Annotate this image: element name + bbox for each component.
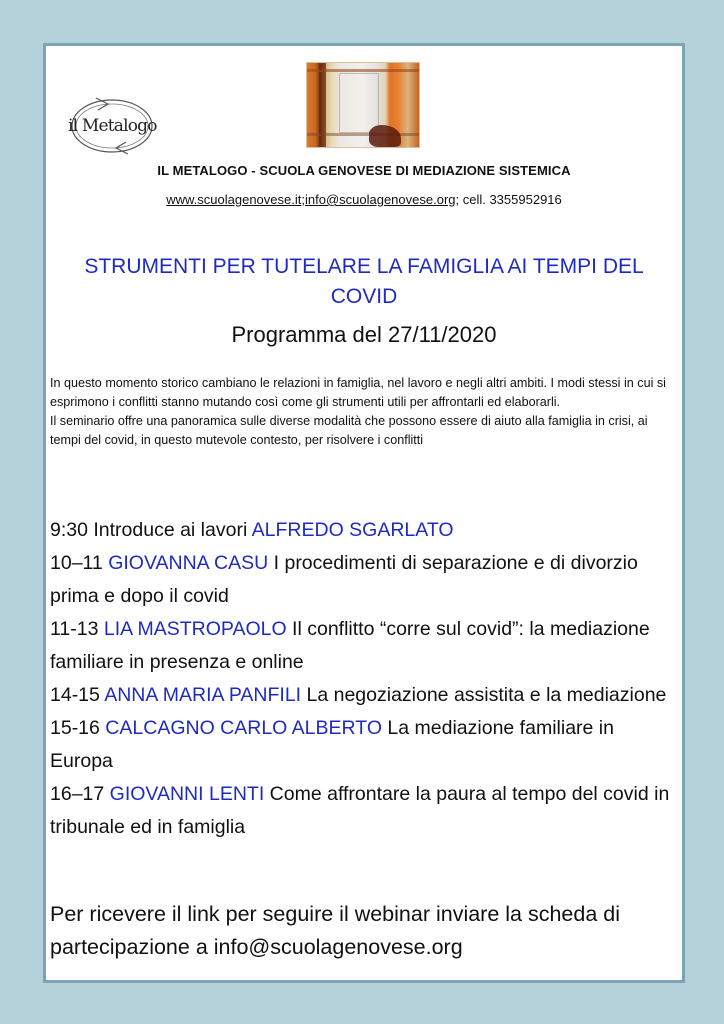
schedule-item [50,613,680,679]
schedule-time: 9:30 Introduce ai lavori [50,519,252,541]
schedule-time: 11-13 [50,618,104,640]
talk-topic: Come affrontare la paura al tempo del covid in tribunale ed in famiglia [50,783,670,838]
schedule-time: 16–17 [50,783,110,805]
phone-number: ; cell. 3355952916 [455,192,562,207]
contact-separator: ; [301,192,305,207]
header-painting-image [306,62,420,148]
schedule-item [50,778,680,844]
organization-title: IL METALOGO - SCUOLA GENOVESE DI MEDIAZIONE SISTEMICA [157,163,571,178]
metalogo-logo [66,84,166,154]
intro-paragraph: Il seminario offre una panoramica sulle diverse modalità che possono essere di aiuto alla famiglia in crisi, ai tempi del covid, in questo mutevole contesto, per risolvere i conflitti [50,414,648,447]
speaker-name: GIOVANNI LENTI [109,783,265,805]
program-date: Programma del 27/11/2020 [231,322,497,347]
contact-line [46,192,682,207]
talk-topic: La mediazione familiare in Europa [50,717,614,772]
speaker-name: GIOVANNA CASU [108,552,269,574]
talk-topic: La negoziazione assistita e la mediazione [301,684,667,706]
intro-text [50,374,680,450]
registration-instructions: Per ricevere il link per seguire il webinar inviare la scheda di partecipazione a info@scuolagenovese.org [50,902,621,959]
speaker-name: CALCAGNO CARLO ALBERTO [105,717,383,739]
talk-topic: Il conflitto “corre sul covid”: la mediazione familiare in presenza e online [50,618,650,673]
email-link[interactable]: info@scuolagenovese.org [304,192,456,207]
intro-paragraph: In questo momento storico cambiano le relazioni in famiglia, nel lavoro e negli altri ambiti. I modi stessi in cui si esprimono i conflitti stanno mutando così come gli strumenti utili per affrontarli ed elaborarli. [50,376,666,409]
event-title: STRUMENTI PER TUTELARE LA FAMIGLIA AI TEMPI DEL COVID [84,255,644,308]
schedule-time: 14-15 [50,684,105,706]
website-link[interactable]: www.scuolagenovese.it [166,192,302,207]
schedule-item [50,514,680,547]
flyer-panel [43,43,685,983]
speaker-name: ALFREDO SGARLATO [251,519,454,541]
logo-text: il Metalogo [68,116,157,136]
schedule-item [50,679,680,712]
schedule-item [50,547,680,613]
schedule-time: 15-16 [50,717,106,739]
talk-topic: I procedimenti di separazione e di divorzio prima e dopo il covid [50,552,638,607]
speaker-name: LIA MASTROPAOLO [103,618,287,640]
speaker-name: ANNA MARIA PANFILI [104,684,302,706]
schedule-time: 10–11 [50,552,109,574]
schedule-list [50,514,680,844]
schedule-item [50,712,680,778]
